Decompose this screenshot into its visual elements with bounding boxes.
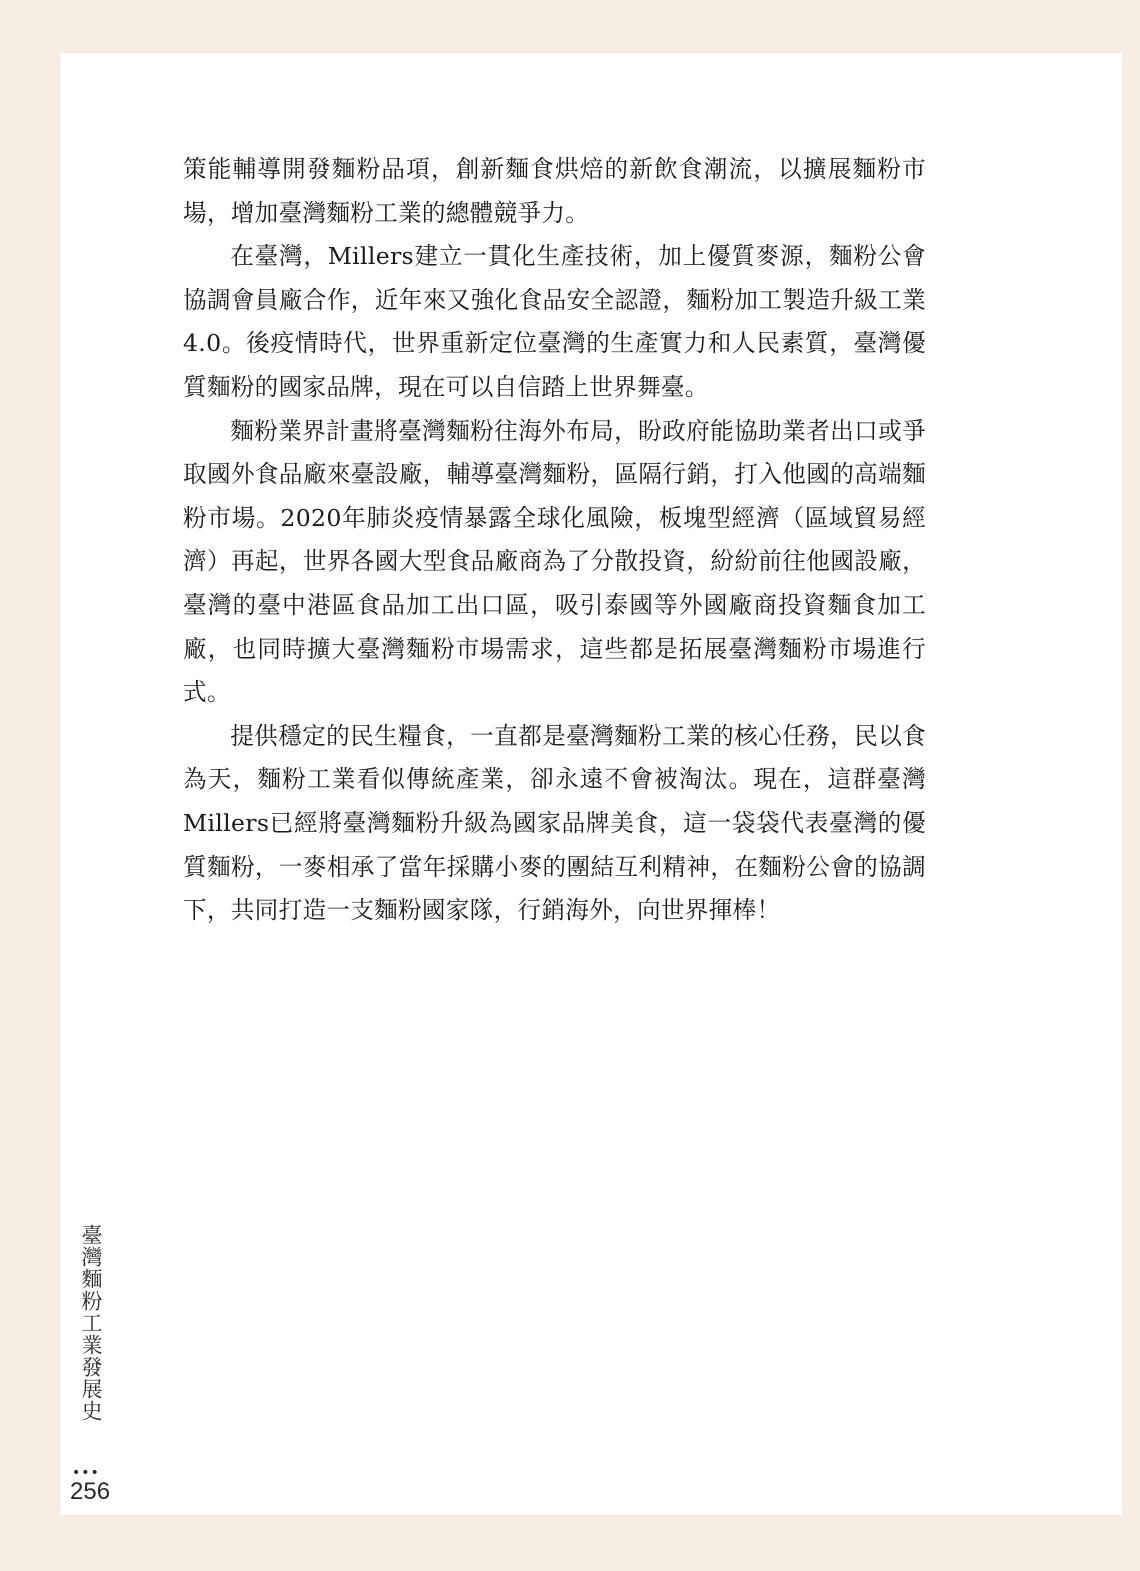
page-dots: ••• <box>72 1465 100 1481</box>
paragraph-1: 策能輔導開發麵粉品項，創新麵食烘焙的新飲食潮流，以擴展麵粉市場，增加臺灣麵粉工業的總體競爭力。 <box>183 155 926 227</box>
running-title: 臺灣麵粉工業發展史 <box>79 1224 103 1422</box>
paragraph-2: 在臺灣，Millers建立一貫化生產技術，加上優質麥源，麵粉公會協調會員廠合作，近年來又強化食品安全認證，麵粉加工製造升級工業4.0。後疫情時代，世界重新定位臺灣的生產實力和人民素質，臺灣優質麵粉的國家品牌，現在可以自信踏上世界舞臺。 <box>183 242 926 401</box>
paragraph-3: 麵粉業界計畫將臺灣麵粉往海外布局，盼政府能協助業者出口或爭取國外食品廠來臺設廠，輔導臺灣麵粉，區隔行銷，打入他國的高端麵粉市場。2020年肺炎疫情暴露全球化風險，板塊型經濟（區域貿易經濟）再起，世界各國大型食品廠商為了分散投資，紛紛前往他國設廠，臺灣的臺中港區食品加工出口區，吸引泰國等外國廠商投資麵食加工廠，也同時擴大臺灣麵粉市場需求，這些都是拓展臺灣麵粉市場進行式。 <box>183 416 926 707</box>
paragraph-4: 提供穩定的民生糧食，一直都是臺灣麵粉工業的核心任務，民以食為天，麵粉工業看似傳統產業，卻永遠不會被淘汰。現在，這群臺灣Millers已經將臺灣麵粉升級為國家品牌美食，這一袋袋代表臺灣的優質麵粉，一麥相承了當年採購小麥的團結互利精神，在麵粉公會的協調下，共同打造一支麵粉國家隊，行銷海外，向世界揮棒！ <box>183 721 926 925</box>
page-number: 256 <box>70 1478 111 1505</box>
body-text <box>183 148 926 933</box>
